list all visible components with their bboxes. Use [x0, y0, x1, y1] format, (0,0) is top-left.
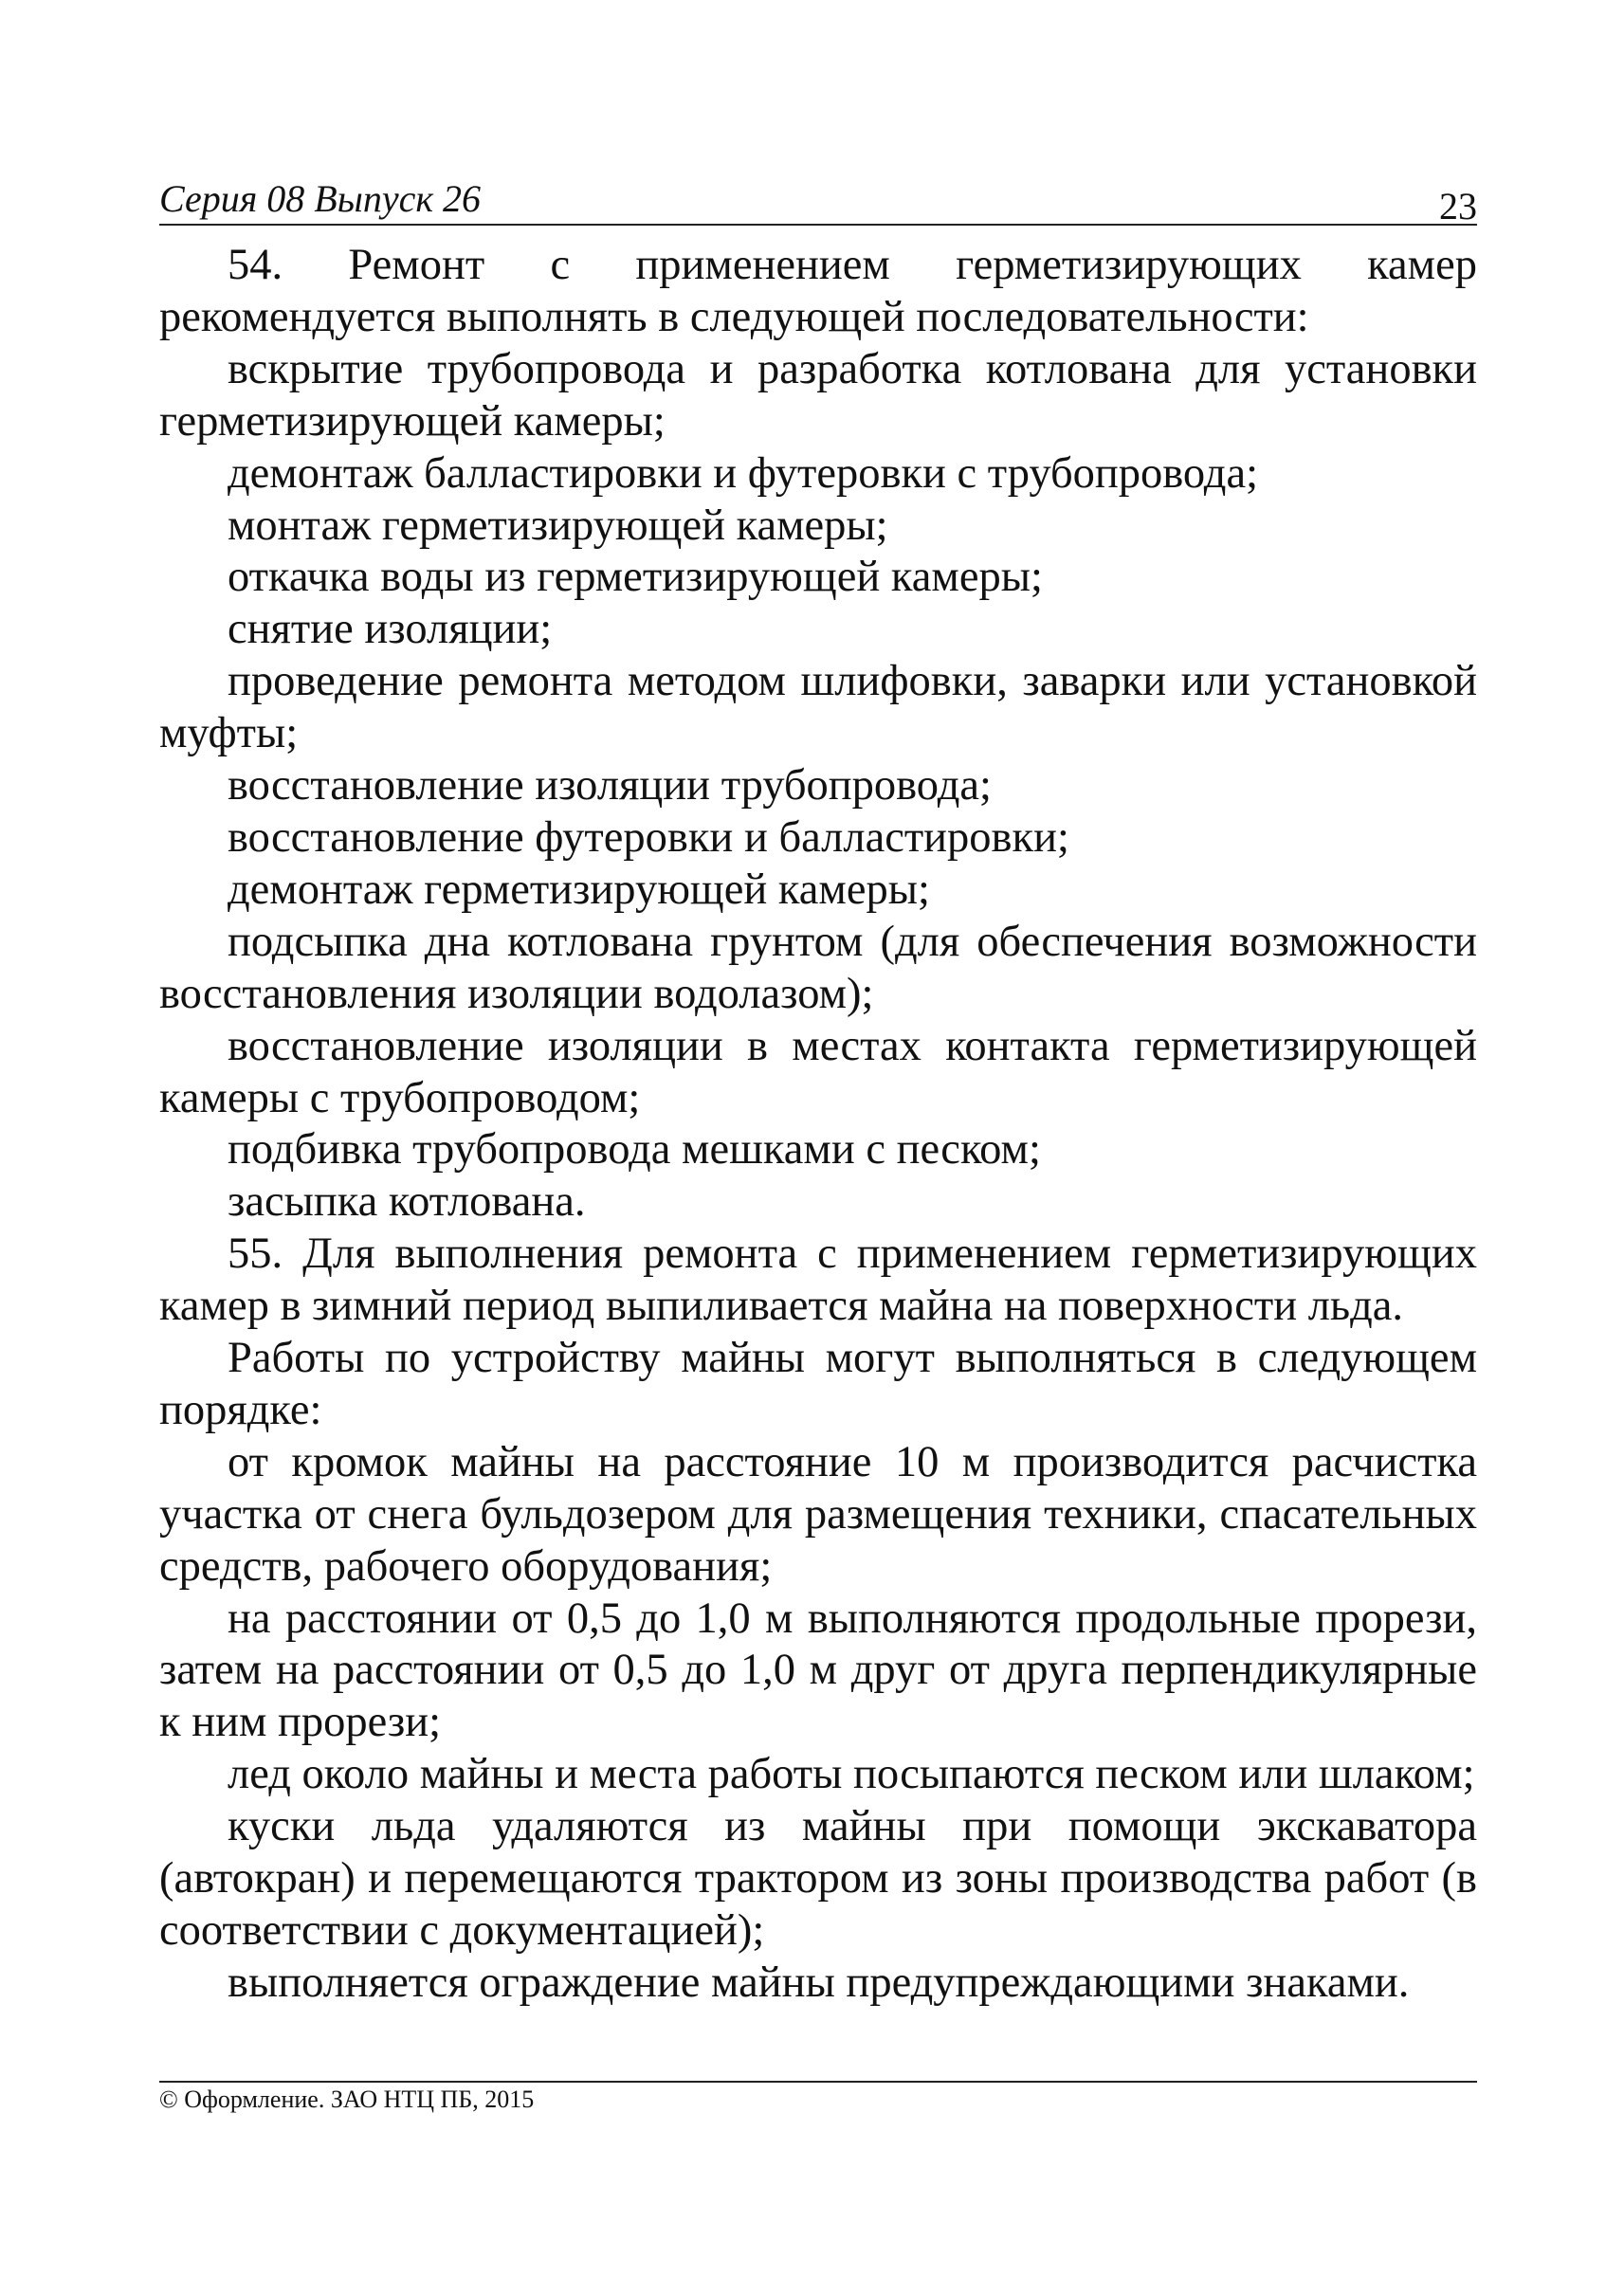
series-title: Серия 08 Выпуск 26 [159, 177, 482, 220]
list-item: демонтаж герметизирующей камеры; [228, 865, 930, 914]
list-item: подсыпка дна котлована грунтом (для обеспечения возможности восстановления изоляции водолазом); [159, 917, 1477, 1018]
paragraph-55: 55. Для выполнения ремонта с применением герметизирующих камер в зимний период выпиливается майна на поверхности льда. [159, 1229, 1477, 1331]
list-item: восстановление изоляции трубопровода; [228, 761, 992, 811]
list-item: монтаж герметизирующей камеры; [228, 501, 888, 550]
paragraph-54: 54. Ремонт с применением герметизирующих камер рекомендуется выполнять в следующей последовательности: [159, 241, 1477, 341]
list-item: откачка воды из герметизирующей камеры; [228, 553, 1043, 602]
list-item: подбивка трубопровода мешками с песком; [228, 1125, 1041, 1175]
body-text [159, 240, 1477, 2010]
list-item: восстановление футеровки и балластировки; [228, 812, 1069, 862]
footer-rule [159, 2081, 1477, 2083]
header-rule [159, 224, 1477, 226]
list-item: вскрытие трубопровода и разработка котлована для установки герметизирующей камеры; [159, 344, 1477, 446]
list-item: от кромок майны на расстояние 10 м производится расчистка участка от снега бульдозером для размещения техники, спасательных средств, рабочего оборудования; [159, 1437, 1477, 1591]
page-header [159, 171, 1477, 228]
list-item: засыпка котлована. [228, 1177, 586, 1227]
list-item: на расстоянии от 0,5 до 1,0 м выполняются продольные прорези, затем на расстоянии от 0,5 до 1,0 м друг от друга перпендикулярные к ним прорези; [159, 1594, 1477, 1747]
list-item: снятие изоляции; [228, 605, 553, 654]
paragraph: Работы по устройству майны могут выполняться в следующем порядке: [159, 1334, 1477, 1434]
list-item: выполняется ограждение майны предупреждающими знаками. [228, 1958, 1410, 2007]
list-item: демонтаж балластировки и футеровки с трубопровода; [228, 448, 1259, 498]
list-item: проведение ремонта методом шлифовки, заварки или установкой муфты; [159, 657, 1477, 758]
list-item: куски льда удаляются из майны при помощи экскаватора (автокран) и перемещаются трактором из зоны производства работ (в соответствии с документацией); [159, 1802, 1477, 1955]
page-number: 23 [1439, 185, 1477, 228]
list-item: восстановление изоляции в местах контакта герметизирующей камеры с трубопроводом; [159, 1021, 1477, 1122]
footer-copyright: © Оформление. ЗАО НТЦ ПБ, 2015 [159, 2086, 535, 2113]
list-item: лед около майны и места работы посыпаются песком или шлаком; [228, 1750, 1475, 1799]
